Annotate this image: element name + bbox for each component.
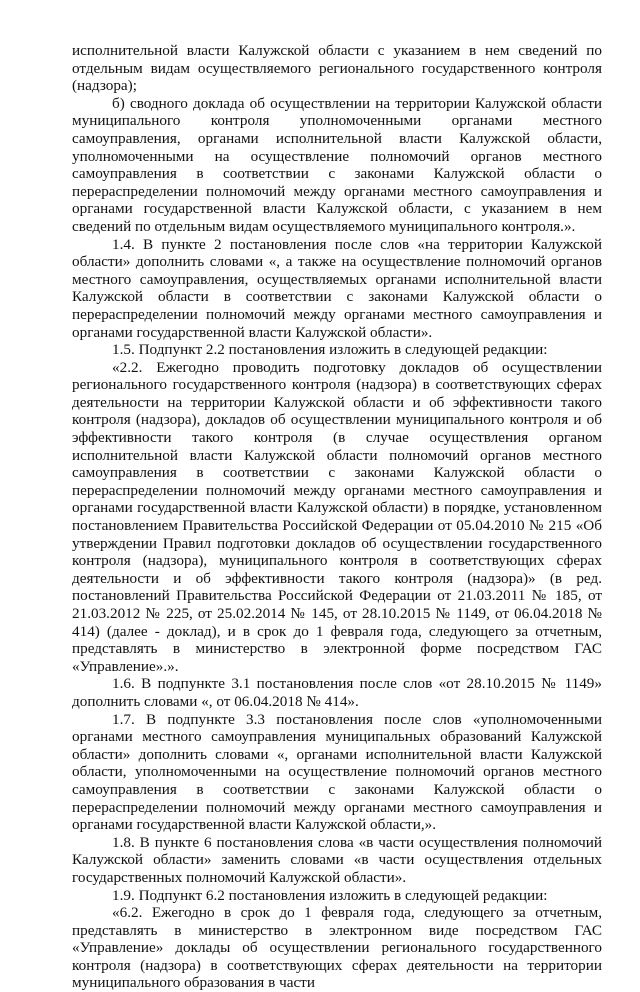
paragraph-4: 1.5. Подпункт 2.2 постановления изложить в следующей редакции: <box>112 341 548 359</box>
paragraph-6: 1.6. В подпункте 3.1 постановления после слов «от 28.10.2015 № 1149» дополнить словами «, от 06.04.2018 № 414». <box>72 675 602 710</box>
paragraph-2: б) сводного доклада об осуществлении на территории Калужской области муниципального контроля уполномоченными органами местного самоуправления, органами исполнительной власти Калужской области, уполномоченными на осуществление полномочий органов местного самоуправления в соответствии с законами Калужской области о перераспределении полномочий между органами местного самоуправления и органами государственной власти Калужской области, с указанием в нем сведений по отдельным видам осуществляемого муниципального контроля.». <box>72 94 602 235</box>
paragraph-3: 1.4. В пункте 2 постановления после слов «на территории Калужской области» дополнить словами «, а также на осуществление полномочий органов местного самоуправления, осуществляемых органами исполнительной власти Калужской области в соответствии с законами Калужской области о перераспределении полномочий между органами местного самоуправления и органами государственной власти Калужской области». <box>72 235 602 341</box>
paragraph-7: 1.7. В подпункте 3.3 постановления после слов «уполномоченными органами местного самоуправления муниципальных образований Калужской области» дополнить словами «, органами исполнительной власти Калужской области, уполномоченными на осуществление полномочий органов местного самоуправления в соответствии с законами Калужской области о перераспределении полномочий между органами местного самоуправления и органами государственной власти Калужской области,». <box>72 710 602 834</box>
paragraph-5: «2.2. Ежегодно проводить подготовку докладов об осуществлении регионального государственного контроля (надзора) в соответствующих сферах деятельности на территории Калужской области и об эффективности такого контроля (надзора), докладов об осуществлении муниципального контроля и об эффективности такого контроля (в случае осуществления органом исполнительной власти Калужской области полномочий органов местного самоуправления в соответствии с законами Калужской области о перераспределении полномочий между органами местного самоуправления и органами государственной власти Калужской области) в порядке, установленном постановлением Правительства Российской Федерации от 05.04.2010 № 215 «Об утверждении Правил подготовки докладов об осуществлении государственного контроля (надзора), муниципального контроля в соответствующих сферах деятельности и об эффективности такого контроля (надзора)» (в ред. постановлений Правительства Российской Федерации от 21.03.2011 № 185, от 21.03.2012 № 225, от 25.02.2014 № 145, от 28.10.2015 № 1149, от 06.04.2018 № 414) (далее - доклад), и в срок до 1 февраля года, следующего за отчетным, представлять в министерство в электронной форме посредством ГАС «Управление».». <box>72 358 602 675</box>
paragraph-8: 1.8. В пункте 6 постановления слова «в части осуществления полномочий Калужской области» заменить словами «в части осуществления отдельных государственных полномочий Калужской области». <box>72 833 602 886</box>
paragraph-9: 1.9. Подпункт 6.2 постановления изложить в следующей редакции: <box>112 886 548 904</box>
paragraph-10: «6.2. Ежегодно в срок до 1 февраля года, следующего за отчетным, представлять в министерство в электронном виде посредством ГАС «Управление» доклады об осуществлении регионального государственного контроля (надзора) в соответствующих сферах деятельности на территории муниципального образования в части <box>72 904 602 992</box>
paragraph-1: исполнительной власти Калужской области с указанием в нем сведений по отдельным видам осуществляемого регионального государственного контроля (надзора); <box>72 42 602 95</box>
